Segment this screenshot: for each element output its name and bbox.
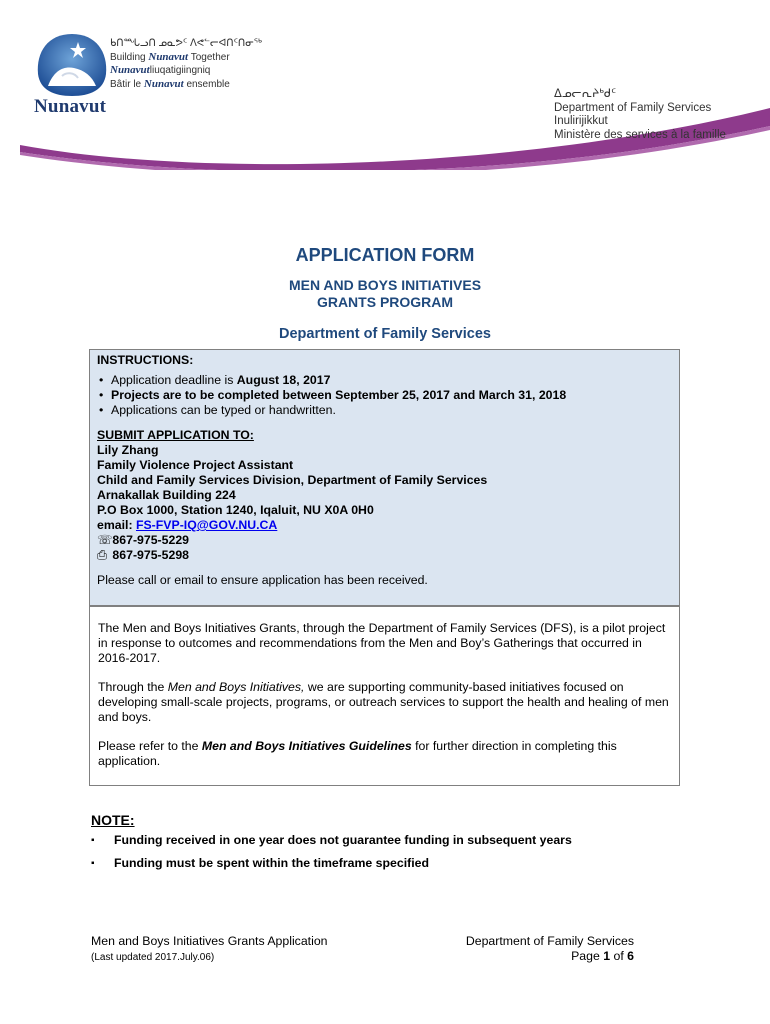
footer-left — [91, 934, 328, 964]
tagline-syllabics: ᑲᑎᙵᓗᑎ ᓄᓇᕗᑦ ᐱᕙᓪᓕᐊᑎᑦᑎᓂᖅ — [110, 38, 263, 49]
footer-last-updated: (Last updated 2017.July.06) — [91, 952, 215, 963]
instruction-typed: • Applications can be typed or handwritten. — [97, 403, 672, 418]
instructions-list — [97, 373, 672, 418]
form-title-block — [0, 244, 770, 343]
instruction-deadline: • Application deadline is August 18, 2017 — [97, 373, 672, 388]
note-section — [91, 812, 691, 871]
instructions-heading: INSTRUCTIONS: — [97, 353, 194, 367]
contact-title: Family Violence Project Assistant — [97, 458, 294, 472]
note-item: ▪ Funding must be spent within the timeframe specified — [91, 856, 691, 871]
department-inuinnaqtun: Inulirijikkut — [554, 115, 608, 127]
note-heading: NOTE: — [91, 812, 135, 828]
program-description-box — [89, 606, 680, 786]
department-syllabics: ᐃᓄᓕᕆᔨᒃᑯᑦ — [554, 88, 617, 100]
footer-form-title: Men and Boys Initiatives Grants Application — [91, 934, 328, 948]
contact-name: Lily Zhang — [97, 443, 159, 457]
phone-number: 867-975-5229 — [112, 533, 190, 547]
department-names — [554, 88, 726, 142]
contact-email-row: email: FS-FVP-IQ@GOV.NU.CA — [97, 518, 278, 532]
submit-heading: SUBMIT APPLICATION TO: — [97, 428, 254, 442]
telephone-icon: ☏ — [97, 533, 113, 547]
page-number: Page 1 of 6 — [571, 949, 634, 963]
instruction-completion: • Projects are to be completed between September 25, 2017 and March 31, 2018 — [97, 388, 672, 403]
contact-phone-row — [97, 533, 672, 548]
note-list — [91, 833, 691, 871]
tagline-inuinnaqtun: Nunavutliuqatigiingniq — [110, 64, 211, 76]
tagline-french: Bâtir le Nunavut ensemble — [110, 77, 230, 90]
fax-number: 867-975-5298 — [112, 548, 190, 562]
footer-department: Department of Family Services — [465, 934, 634, 948]
submission-address — [97, 443, 672, 563]
contact-po-box: P.O Box 1000, Station 1240, Iqaluit, NU X0A 0H0 — [97, 503, 374, 517]
confirmation-note: Please call or email to ensure application has been received. — [97, 573, 428, 587]
program-title-line1: MEN AND BOYS INITIATIVES — [288, 277, 482, 293]
contact-division: Child and Family Services Division, Department of Family Services — [97, 473, 488, 487]
letterhead — [0, 0, 770, 170]
department-title: Department of Family Services — [279, 326, 491, 342]
footer-right — [466, 934, 634, 964]
nunavut-logo-wordmark: Nunavut — [34, 96, 107, 117]
description-paragraph-2: Through the Men and Boys Initiatives, we are supporting community-based initiatives focused on developing small-scale projects, programs, or outreach services to support the health and healing of men and boys. — [98, 680, 669, 724]
fax-icon: ⎙ — [97, 548, 107, 562]
program-title-line2: GRANTS PROGRAM — [316, 294, 454, 310]
program-title — [0, 277, 770, 311]
department-english: Department of Family Services — [554, 101, 712, 114]
email-link[interactable]: FS-FVP-IQ@GOV.NU.CA — [135, 518, 278, 532]
description-paragraph-3: Please refer to the Men and Boys Initiatives Guidelines for further direction in completing this application. — [98, 739, 617, 768]
contact-building: Arnakallak Building 224 — [97, 488, 236, 502]
contact-fax-row — [97, 548, 672, 563]
application-form-title: APPLICATION FORM — [295, 245, 475, 265]
description-paragraph-1: The Men and Boys Initiatives Grants, through the Department of Family Services (DFS), is a pilot project in response to outcomes and recommendations from the Men and Boy’s Gatherings that occurred in 2016-2017. — [98, 621, 666, 665]
tagline-english: Building Nunavut Together — [110, 50, 230, 63]
note-item: ▪ Funding received in one year does not guarantee funding in subsequent years — [91, 833, 691, 848]
government-tagline — [110, 38, 262, 91]
department-french: Ministère des services à la famille — [554, 128, 726, 141]
instructions-box — [89, 349, 680, 606]
